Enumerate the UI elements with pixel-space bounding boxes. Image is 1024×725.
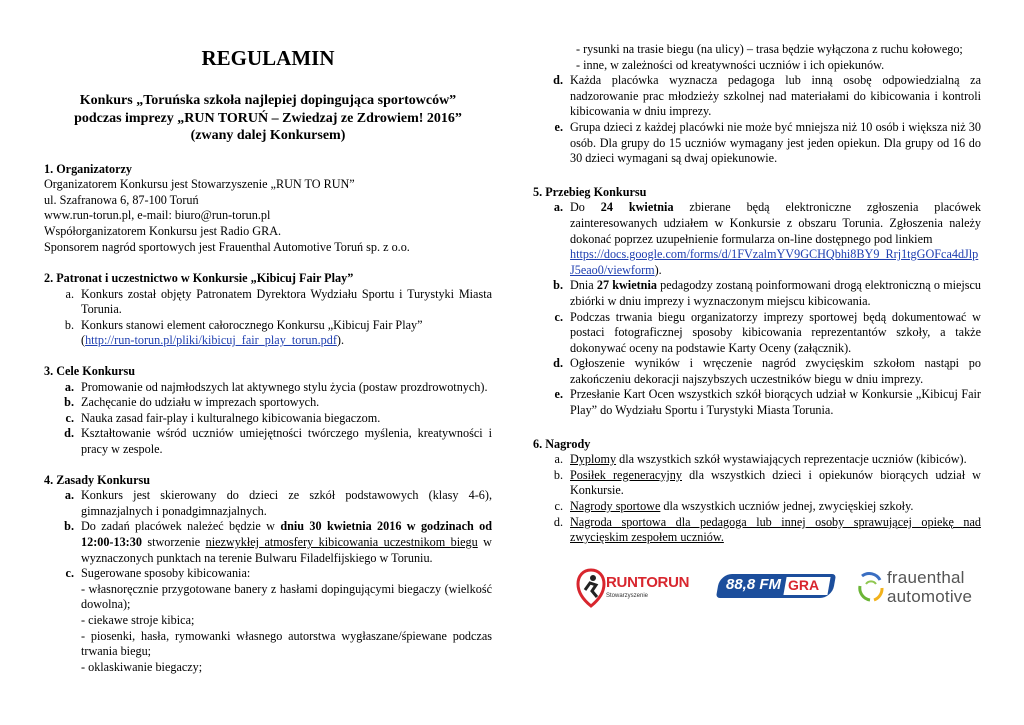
- item-label: c.: [65, 566, 74, 581]
- frauenthal-emblem-icon: [858, 570, 884, 606]
- radio-frequency: 88,8 FM: [726, 576, 782, 593]
- item-text-part: Do zadań placówek należeć będzie w: [81, 519, 281, 534]
- section-heading: 3. Cele Konkursu: [44, 364, 136, 379]
- cheer-method: - oklaskiwanie biegaczy;: [81, 659, 203, 674]
- list-item: [44, 519, 492, 566]
- sponsor-line: Sponsorem nagród sportowych jest Frauenthal Automotive Toruń sp. z o.o.: [44, 240, 410, 255]
- item-label: b.: [64, 395, 74, 410]
- document-subtitle: [44, 92, 492, 145]
- list-item: [533, 278, 981, 309]
- item-text: Promowanie od najmłodszych lat aktywnego stylu życia (postaw prozdrowotnych).: [81, 379, 488, 394]
- item-label: c.: [65, 410, 74, 425]
- item-text-part: dla wszystkich dzieci i opiekunów biorących udział w Konkursie.: [570, 467, 981, 498]
- cheer-method: - własnoręcznie przygotowane banery z hasłami dopingującymi biegaczy (wielkość dowolna);: [81, 581, 492, 612]
- list-item: [44, 488, 492, 519]
- item-label: b.: [64, 317, 74, 332]
- list-item: [533, 356, 981, 387]
- section-heading: 6. Nagrody: [533, 436, 591, 451]
- list-item: [533, 200, 981, 278]
- item-text-part: dla wszystkich uczniów jednej, zwycięskiej szkoły.: [660, 499, 914, 514]
- item-text: Nauka zasad fair-play i kulturalnego kibicowania biegaczom.: [81, 410, 381, 425]
- item-text: [570, 468, 981, 499]
- list-item: [44, 566, 492, 675]
- list-item: [533, 310, 981, 357]
- sponsor-logos: [576, 566, 986, 610]
- section-rules: [44, 473, 492, 676]
- list-item: [44, 411, 492, 427]
- frauenthal-logo: [858, 566, 986, 610]
- item-text: [81, 318, 492, 349]
- item-label: b.: [553, 278, 563, 293]
- item-label: a.: [553, 200, 563, 215]
- runner-emblem-icon: [576, 568, 606, 608]
- cheer-method: - inne, w zależności od kreatywności uczniów i ich opiekunów.: [576, 57, 885, 72]
- list-item: [44, 395, 492, 411]
- item-text: [570, 278, 981, 309]
- list-item: [44, 318, 492, 349]
- prize-name: Posiłek regeneracyjny: [570, 467, 682, 482]
- subtitle-line: podczas imprezy „RUN TORUŃ – Zwiedzaj ze Zdrowiem! 2016”: [74, 110, 462, 126]
- document-title: REGULAMIN: [201, 46, 335, 70]
- subtitle-line: Konkurs „Toruńska szkoła najlepiej dopingująca sportowców”: [79, 93, 457, 108]
- prize-name: Dyplomy: [570, 452, 617, 467]
- info-date: 27 kwietnia: [596, 278, 657, 293]
- item-label: c.: [554, 499, 563, 514]
- item-label: d.: [553, 514, 563, 529]
- runtorun-logo: [576, 566, 696, 610]
- right-column: [533, 0, 981, 546]
- item-text: Konkurs został objęty Patronatem Dyrektora Wydziału Sportu i Turystyki Miasta Torunia.: [81, 286, 492, 317]
- item-text-part: Konkurs stanowi element całorocznego Konkursu „Kibicuj Fair Play”: [81, 317, 423, 332]
- deadline-date: 24 kwietnia: [600, 200, 674, 215]
- item-text: Kształtowanie wśród uczniów umiejętności twórczego myślenia, kreatywności i pracy w zespole.: [81, 426, 492, 456]
- item-text: [81, 519, 492, 566]
- section-heading: 2. Patronat i uczestnictwo w Konkursie „Kibicuj Fair Play”: [44, 271, 354, 286]
- section-heading: 1. Organizatorzy: [44, 161, 132, 176]
- item-label: a.: [64, 379, 74, 394]
- section-course: [533, 185, 981, 419]
- radio-name: GRA: [788, 577, 820, 593]
- section-heading: 5. Przebieg Konkursu: [533, 184, 647, 199]
- frauenthal-name: frauenthal: [887, 568, 965, 587]
- item-label: c.: [554, 309, 563, 324]
- item-label: d.: [553, 73, 563, 88]
- cheer-method: - piosenki, hasła, rymowanki własnego autorstwa wygłaszane/śpiewane podczas trwania biegu;: [81, 628, 492, 659]
- co-organizer-line: Współorganizatorem Konkursu jest Radio GRA.: [44, 223, 282, 238]
- item-label: a.: [64, 488, 74, 503]
- paren: (: [81, 333, 86, 348]
- item-text: Ogłoszenie wyników i wręczenie nagród zwycięskim szkołom nastąpi po zakończeniu dekoracji najszybszych uczestników biegu w dniu imprezy.: [570, 356, 981, 386]
- list-item: [533, 515, 981, 546]
- runtorun-sub: Stowarzyszenie: [606, 593, 649, 599]
- paren: ).: [336, 333, 345, 348]
- item-label: a.: [65, 286, 74, 301]
- item-text: Każda placówka wyznacza pedagoga lub inną osobę odpowiedzialną za nadzorowanie prac młodzieży szkolnej nad materiałami do kibicowania i kontroli kibicowania w dniu imprezy.: [570, 73, 981, 119]
- event-date: dniu 30 kwietnia 2016 w godzinach od 12:00-13:30: [81, 519, 493, 549]
- list-item: [533, 120, 981, 167]
- section-organizers: [44, 162, 492, 257]
- item-text-part: zbierane będą elektroniczne zgłoszenia placówek zainteresowanych udziałem w Konkursie z obszaru Torunia. Zgłoszenia należy dokonać poprzez uzupełnienie formularza on-line dostępnego pod linkiem: [570, 200, 981, 246]
- item-text: Konkurs jest skierowany do dzieci ze szkół podstawowych (klasy 4-6), gimnazjalnych i ponadgimnazjalnych.: [81, 488, 492, 518]
- form-link[interactable]: https://docs.google.com/forms/d/1FVzalmYV9GCHQbhi8BY9_Rrj1tgGOFca4dJlpJ5eao0/viewform: [570, 247, 979, 277]
- item-emphasis: niezwykłej atmosfery kibicowania uczestnikom biegu: [205, 534, 478, 549]
- item-text: Przesłanie Kart Ocen wszystkich szkół biorących udział w Konkursie „Kibicuj Fair Play” do Wydziału Sportu i Turystyki Miasta Torunia.: [570, 387, 981, 418]
- list-item: [533, 468, 981, 499]
- subtitle-line: (zwany dalej Konkursem): [190, 128, 346, 143]
- item-label: b.: [64, 519, 74, 534]
- item-text-part: dla wszystkich szkół wystawiających reprezentacje uczniów (kibiców).: [616, 452, 967, 467]
- list-item: [533, 73, 981, 120]
- list-item: [44, 426, 492, 457]
- list-item: [44, 380, 492, 396]
- item-text-part: stworzenie: [141, 534, 206, 549]
- cheer-methods-continued: [533, 42, 981, 73]
- radio-gra-logo: [718, 566, 834, 610]
- item-label: b.: [553, 467, 563, 482]
- item-text: [570, 452, 981, 468]
- section-prizes: [533, 437, 981, 546]
- paren: ).: [654, 262, 662, 277]
- item-text-part: Sugerowane sposoby kibicowania:: [81, 566, 251, 581]
- cheer-method: - ciekawe stroje kibica;: [81, 612, 195, 627]
- item-text: [570, 200, 981, 278]
- item-text-part: Dnia: [570, 278, 597, 293]
- section-patronage: [44, 271, 492, 349]
- section-goals: [44, 364, 492, 458]
- frauenthal-sub: automotive: [887, 587, 973, 606]
- runtorun-name: RUNTORUN: [606, 574, 690, 591]
- item-label: d.: [553, 356, 563, 371]
- organizer-contact: www.run-torun.pl, e-mail: biuro@run-torun.pl: [44, 208, 271, 223]
- regulation-link[interactable]: http://run-torun.pl/pliki/kibicuj_fair_play_torun.pdf: [85, 333, 337, 348]
- list-item: [533, 387, 981, 418]
- item-text: Podczas trwania biegu organizatorzy imprezy sportowej będą dokumentować w postaci fotograficznej sposoby kibicowania reprezentantów szkoły, a także dokonywać oceny na podstawie Karty Oceny (załącznik).: [570, 309, 981, 355]
- prize-name: Nagroda sportowa dla pedagoga lub innej osoby sprawującej opiekę nad zwycięskim zespołem uczniów.: [570, 514, 981, 545]
- item-label: e.: [554, 387, 563, 402]
- item-text: [81, 566, 492, 675]
- item-text: [570, 499, 981, 515]
- cheer-method: - rysunki na trasie biegu (na ulicy) – trasa będzie wyłączona z ruchu kołowego;: [576, 42, 963, 56]
- list-item: [533, 499, 981, 515]
- prize-name: Nagrody sportowe: [570, 499, 661, 514]
- item-label: d.: [64, 426, 74, 441]
- organizer-address: ul. Szafranowa 6, 87-100 Toruń: [44, 192, 199, 207]
- left-column: [44, 0, 492, 675]
- section-heading: 4. Zasady Konkursu: [44, 472, 151, 487]
- item-text-part: w wyznaczonych punktach na terenie Bulwaru Filadelfijskiego w Toruniu.: [81, 534, 492, 565]
- list-item: [533, 452, 981, 468]
- list-item: [44, 287, 492, 318]
- item-text-part: Do: [570, 200, 601, 215]
- item-text: Zachęcanie do udziału w imprezach sportowych.: [81, 395, 320, 410]
- item-label: e.: [554, 119, 563, 134]
- item-label: a.: [554, 452, 563, 467]
- item-text-part: pedagodzy zostaną poinformowani drogą elektroniczną o miejscu zbiórki w dniu imprezy i wyznaczonym miejscu kibicowania.: [570, 278, 981, 308]
- organizer-line: Organizatorem Konkursu jest Stowarzyszenie „RUN TO RUN”: [44, 177, 355, 192]
- item-text: Grupa dzieci z każdej placówki nie może być mniejsza niż 10 osób i większa niż 30 osób. Dla grupy do 15 uczniów wymagany jest jeden opiekun. Dla grupy od 16 do 30 dzieci wymagani są dwaj opiekunowie.: [570, 119, 981, 166]
